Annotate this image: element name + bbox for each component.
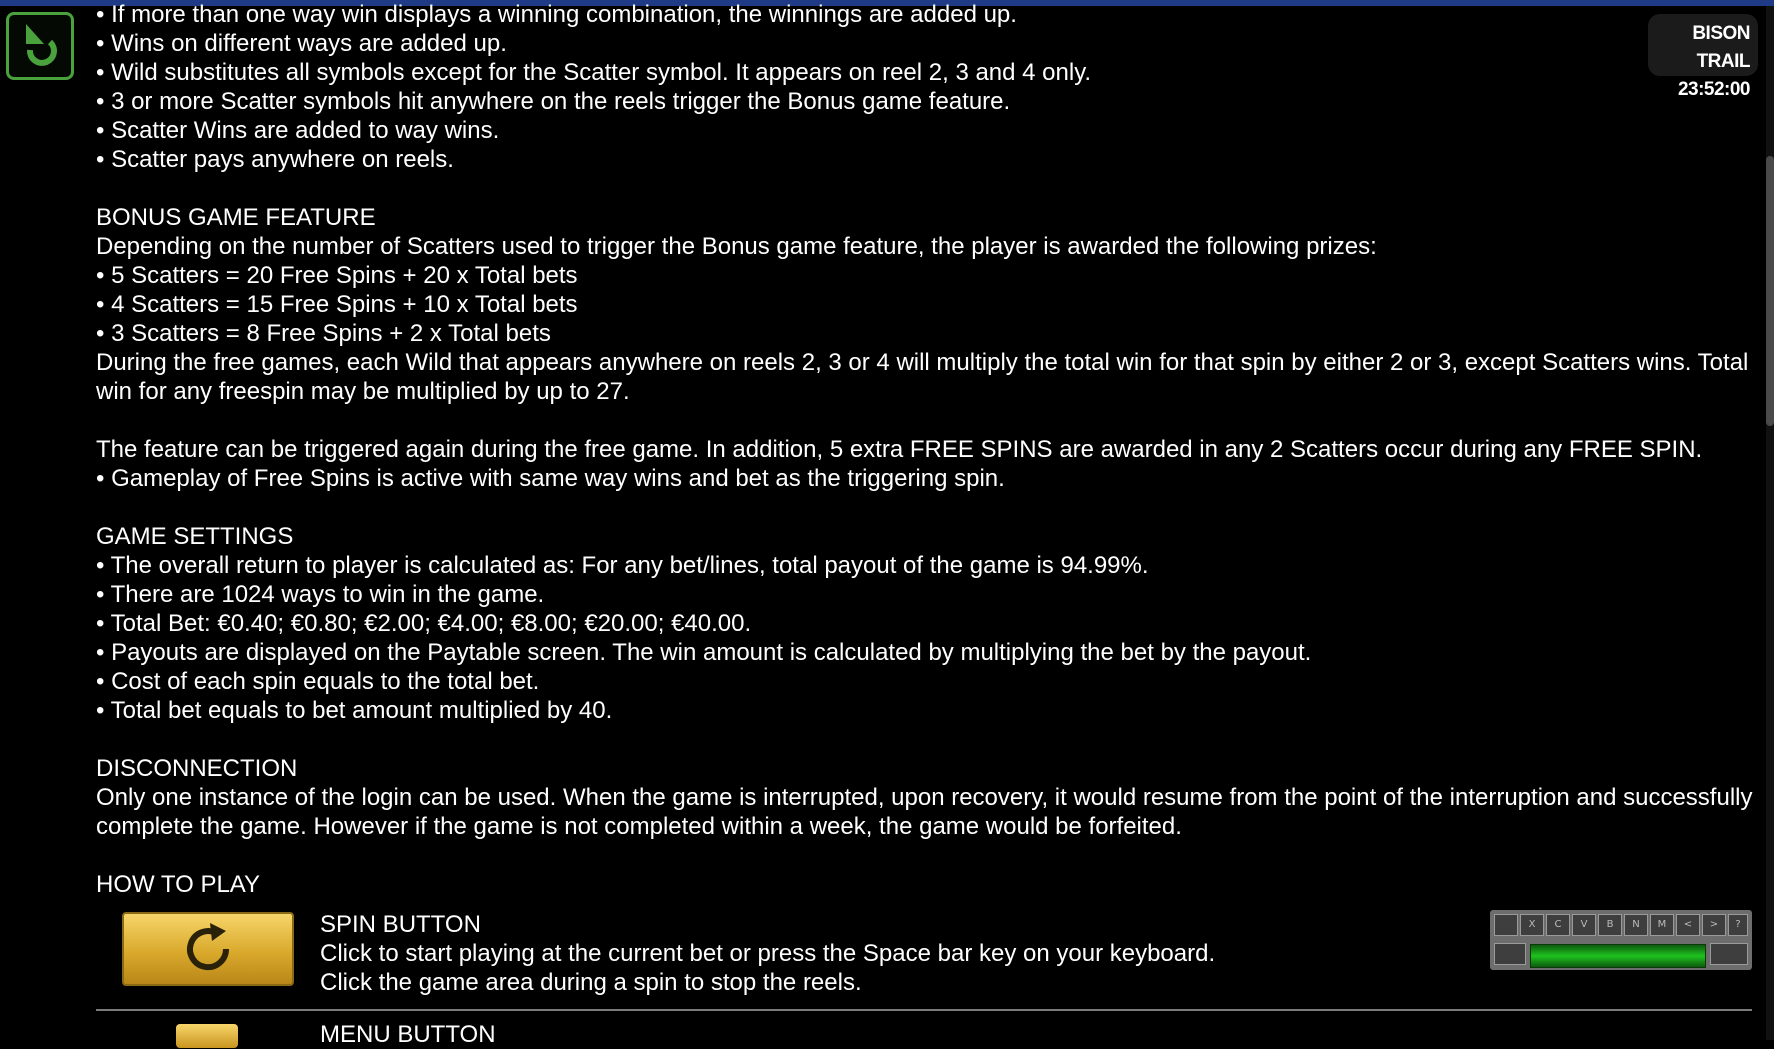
spin-button-illustration (122, 912, 294, 986)
menu-button-title: MENU BUTTON (320, 1021, 496, 1048)
keyboard-illustration (1490, 910, 1752, 970)
bonus-prize: • 5 Scatters = 20 Free Spins + 20 x Total bets (96, 262, 578, 289)
rule-bullet: • Scatter Wins are added to way wins. (96, 117, 500, 144)
bonus-heading: BONUS GAME FEATURE (96, 204, 376, 231)
rule-bullet: • Wins on different ways are added up. (96, 30, 507, 57)
spacebar-key-highlight (1530, 944, 1706, 968)
keyboard-key: ? (1728, 914, 1748, 936)
keyboard-key: B (1598, 914, 1622, 936)
keyboard-key (1494, 914, 1518, 936)
game-title: BISON TRAIL (1692, 23, 1750, 72)
rule-bullet: • Wild substitutes all symbols except for the Scatter symbol. It appears on reel 2, 3 and 4 only. (96, 59, 1092, 86)
scrollbar-thumb[interactable] (1766, 156, 1774, 426)
rule-bullet: • Scatter pays anywhere on reels. (96, 146, 454, 173)
bonus-retrigger-text: The feature can be triggered again during the free game. In addition, 5 extra FREE SPINS are awarded in any 2 Scatters occur during any FREE SPIN. (96, 436, 1703, 463)
bonus-multiplier-text: During the free games, each Wild that appears anywhere on reels 2, 3 or 4 will multiply the total win for that spin by either 2 or 3, except Scatters wins. Total win for any freespin may be multiplied by up to 27. (96, 349, 1749, 405)
rule-bullet: • 3 or more Scatter symbols hit anywhere on the reels trigger the Bonus game feature. (96, 88, 1011, 115)
spin-button-title: SPIN BUTTON (320, 911, 481, 938)
settings-bullet: • The overall return to player is calculated as: For any bet/lines, total payout of the game is 94.99%. (96, 552, 1149, 579)
disconnection-text: Only one instance of the login can be used. When the game is interrupted, upon recovery, it would resume from the point of the interruption and successfully complete the game. However if the game is not completed within a week, the game would be forfeited. (96, 784, 1753, 840)
keyboard-key: V (1572, 914, 1596, 936)
scrollbar[interactable] (1766, 6, 1774, 1040)
rule-bullet: • If more than one way win displays a winning combination, the winnings are added up. (96, 1, 1017, 28)
clock: 23:52:00 (1677, 79, 1750, 100)
how-to-play-heading: HOW TO PLAY (96, 871, 261, 898)
keyboard-key: M (1650, 914, 1674, 936)
menu-icon (176, 1024, 238, 1048)
keyboard-key: X (1520, 914, 1544, 936)
settings-bullet: • There are 1024 ways to win in the game. (96, 581, 545, 608)
disconnection-heading: DISCONNECTION (96, 755, 298, 782)
bonus-prize: • 4 Scatters = 15 Free Spins + 10 x Total bets (96, 291, 578, 318)
keyboard-key: > (1702, 914, 1726, 936)
bonus-gameplay-bullet: • Gameplay of Free Spins is active with same way wins and bet as the triggering spin. (96, 465, 1005, 492)
keyboard-key: C (1546, 914, 1570, 936)
section-divider (96, 1009, 1752, 1011)
keyboard-key (1494, 943, 1526, 965)
settings-bullet: • Total bet equals to bet amount multiplied by 40. (96, 697, 613, 724)
keyboard-key: N (1624, 914, 1648, 936)
bonus-prize: • 3 Scatters = 8 Free Spins + 2 x Total bets (96, 320, 551, 347)
settings-bullet: • Total Bet: €0.40; €0.80; €2.00; €4.00; €8.00; €20.00; €40.00. (96, 610, 752, 637)
back-button[interactable] (6, 12, 74, 80)
spin-help-line: Click to start playing at the current bet or press the Space bar key on your keyboard. (320, 940, 1216, 967)
settings-bullet: • Payouts are displayed on the Paytable screen. The win amount is calculated by multiplying the bet by the payout. (96, 639, 1312, 666)
spin-arrow-icon (178, 919, 238, 979)
keyboard-key: < (1676, 914, 1700, 936)
bonus-intro: Depending on the number of Scatters used to trigger the Bonus game feature, the player is awarded the following prizes: (96, 233, 1377, 260)
settings-heading: GAME SETTINGS (96, 523, 294, 550)
rules-content (96, 0, 1756, 899)
keyboard-key (1710, 943, 1748, 965)
spin-help-line: Click the game area during a spin to stop the reels. (320, 969, 862, 996)
settings-bullet: • Cost of each spin equals to the total bet. (96, 668, 540, 695)
back-arrow-icon (20, 24, 60, 68)
